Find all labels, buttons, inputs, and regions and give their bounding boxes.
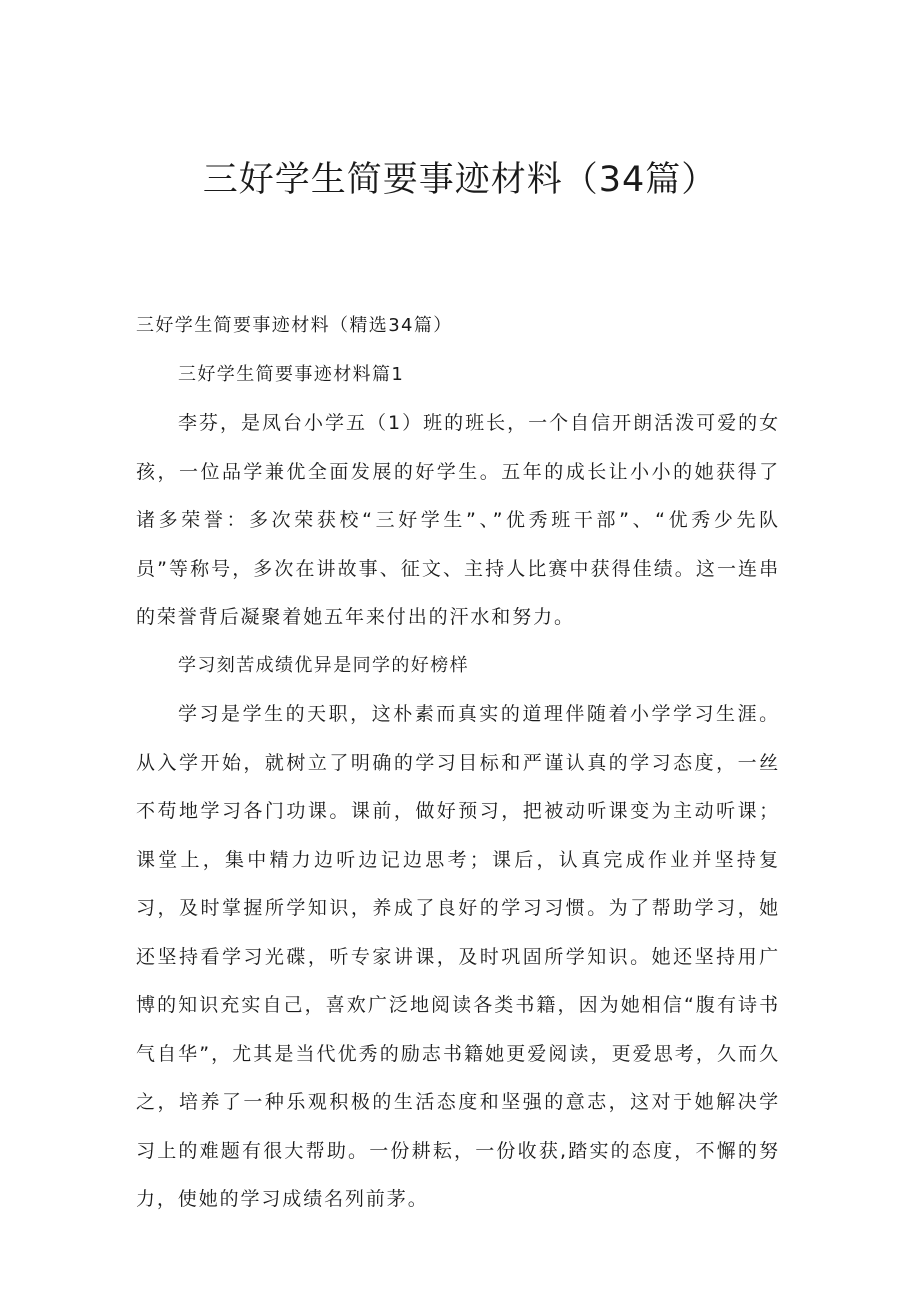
paragraph-2: 学习是学生的天职，这朴素而真实的道理伴随着小学学习生涯。从入学开始，就树立了明确的学习目标和严谨认真的学习态度，一丝不苟地学习各门功课。课前，做好预习，把被动听课变为主动听课；课堂上，集中精力边听边记边思考；课后，认真完成作业并坚持复习，及时掌握所学知识，养成了良好的学习习惯。为了帮助学习，她还坚持看学习光碟，听专家讲课，及时巩固所学知识。她还坚持用广博的知识充实自己，喜欢广泛地阅读各类书籍，因为她相信“腹有诗书气自华”，尤其是当代优秀的励志书籍她更爱阅读，更爱思考，久而久之，培养了一种乐观积极的生活态度和坚强的意志，这对于她解决学习上的难题有很大帮助。一份耕耘，一份收获,踏实的态度，不懈的努力，使她的学习成绩名列前茅。 — [136, 703, 780, 1210]
document-title: 三好学生简要事迹材料（34篇） — [202, 160, 718, 200]
section-heading: 三好学生简要事迹材料篇1 — [178, 363, 405, 385]
subheading-1: 学习刻苦成绩优异是同学的好榜样 — [178, 654, 469, 676]
paragraph-1: 李芬，是凤台小学五（1）班的班长，一个自信开朗活泼可爱的女孩，一位品学兼优全面发展的好学生。五年的成长让小小的她获得了诸多荣誉：多次荣获校“三好学生”、”优秀班干部”、“优秀少先队员”等称号，多次在讲故事、征文、主持人比赛中获得佳绩。这一连串的荣誉背后凝聚着她五年来付出的汗水和努力。 — [136, 412, 780, 628]
document-body — [136, 302, 780, 1224]
document-subtitle: 三好学生简要事迹材料（精选34篇） — [136, 315, 453, 336]
